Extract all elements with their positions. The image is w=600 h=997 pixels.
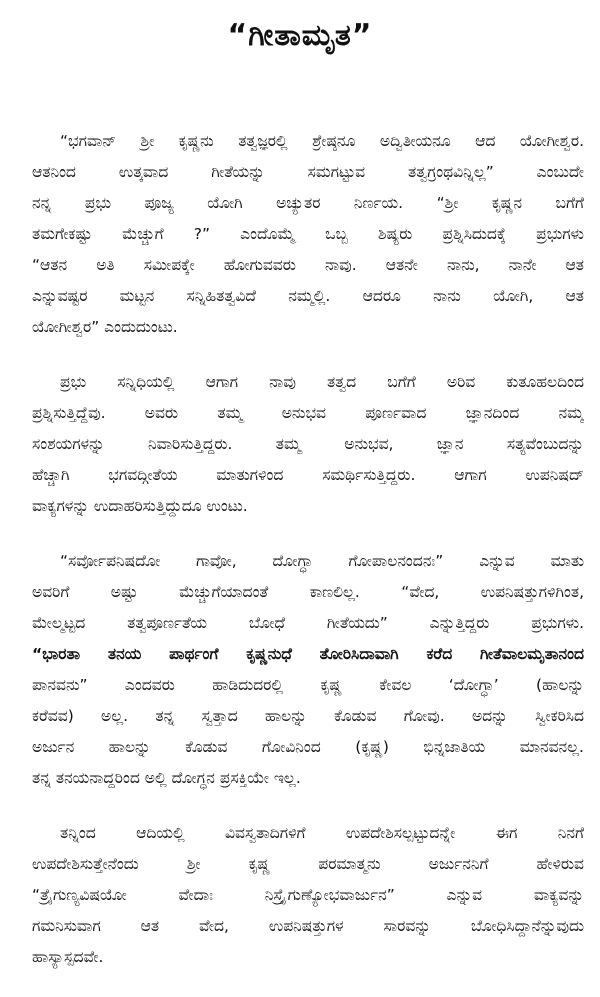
text-line: ಅವರಿಗೆ ಅಷ್ಟು ಮೆಚ್ಚುಗೆಯಾದಂತೆ ಕಾಣಲಿಲ್ಲ. “ವೇದ, ಉಪನಿಷತ್ತುಗಳಿಗಿಂತ, <box>32 583 584 601</box>
paragraph-2 <box>32 367 584 522</box>
text-line: ಕರೆವವ) ಅಲ್ಲ. ತನ್ನ ಸ್ವತ್ತಾದ ಹಾಲನ್ನು ಕೊಡುವ ಗೋವು. ಅದನ್ನು ಸ್ವೀಕರಿಸಿದ <box>32 707 584 725</box>
text-line: ಗಮನಿಸುವಾಗ ಆತ ವೇದ, ಉಪನಿಷತ್ತುಗಳ ಸಾರವನ್ನು ಬೋಧಿಸಿದ್ದಾನೆನ್ನುವುದು <box>32 917 584 935</box>
text-line: ಮೇಲ್ಮಟ್ಟದ ತತ್ವಪೂರ್ಣತೆಯ ಬೋಧೆ ಗೀತೆಯದು” ಎನ್ನುತ್ತಿದ್ದರು ಪ್ರಭುಗಳು. <box>32 614 584 632</box>
text-line: “ಆತನ ಅತಿ ಸಮೀಪಕ್ಕೇ ಹೋಗುವವರು ನಾವು. ಆತನೇ ನಾನು, ನಾನೇ ಆತ <box>32 256 584 274</box>
text-line: ಯೋಗೀಶ್ವರ” ಎಂದುದುಂಟು. <box>32 318 178 336</box>
text-line: ಪ್ರಶ್ನಿಸುತ್ತಿದ್ದೆವು. ಅವರು ತಮ್ಮ ಅನುಭವ ಪೂರ್ಣವಾದ ಜ್ಞಾನದಿಂದ ನಮ್ಮ <box>32 404 584 422</box>
text-line: ತನ್ನಿಂದ ಆದಿಯಲ್ಲಿ ವಿವಸ್ವತಾದಿಗಳಿಗೆ ಉಪದೇಶಿಸಲ್ಪಟ್ಟುದನ್ನೇ ಈಗ ನಿನಗೆ <box>60 824 584 842</box>
text-line: “ಭಾರತಾ ತನಯ ಪಾರ್ಥಂಗೆ ಕೃಷ್ಣನುಧೆ ತೋರಿಸಿದಾವಾಗಿ ಕರೆದ ಗೀತೆವಾಲಮೃತಾನಂದ <box>32 645 584 663</box>
text-line: ಹಾಸ್ಯಾಸ್ಪದವೇ. <box>32 948 104 966</box>
text-line: ನನ್ನ ಪ್ರಭು ಪೂಜ್ಯ ಯೋಗಿ ಅಚ್ಯುತರ ನಿರ್ಣಯ. “ಶ್ರೀ ಕೃಷ್ಣನ ಬಗೆಗೆ <box>32 194 584 212</box>
text-line: ಆತನಿಂದ ಉತ್ಕವಾದ ಗೀತೆಯನ್ನು ಸಮಗಟ್ಟುವ ತತ್ವಗ್ರಂಥವಿನ್ನಿಲ್ಲ” ಎಂಬುದೇ <box>32 163 584 181</box>
text-line: ತಮಗೇಕಷ್ಟು ಮೆಚ್ಚುಗೆ ?” ಎಂದೊಮ್ಮೆ ಒಬ್ಬ ಶಿಷ್ಯರು ಪ್ರಶ್ನಿಸಿದುದಕ್ಕೆ ಪ್ರಭುಗಳು <box>32 225 584 243</box>
text-line: ತನ್ನ ತನಯನಾದ್ದರಿಂದ ಅಲ್ಲಿ ದೋಗ್ಧನ ಪ್ರಸಕ್ತಿಯೇ ಇಲ್ಲ. <box>32 769 301 787</box>
text-line: ಪ್ರಭು ಸನ್ನಿಧಿಯಲ್ಲಿ ಆಗಾಗ ನಾವು ತತ್ವದ ಬಗೆಗೆ ಅರಿವ ಕುತೂಹಲದಿಂದ <box>60 373 584 391</box>
text-line: ಪಾನವನು” ಎಂದವರು ಹಾಡಿದುದರಲ್ಲಿ ಕೃಷ್ಣ ಕೇವಲ ‘ದೋಗ್ಧಾ’ (ಹಾಲನ್ನು <box>32 676 584 694</box>
page-title: “ಗೀತಾಮೃತ” <box>227 18 373 53</box>
paragraph-1 <box>32 126 584 343</box>
text-line: ಅರ್ಜುನ ಹಾಲನ್ನು ಕೊಡುವ ಗೋವಿನಿಂದ (ಕೃಷ್ಣ) ಭಿನ್ನಜಾತಿಯ ಮಾನವನಲ್ಲ. <box>32 738 584 756</box>
body-text <box>32 126 584 997</box>
text-line: “ತ್ರೈಗುಣ್ಯವಿಷಯೋ ವೇದಾಃ ನಿಸ್ತ್ರೈಗುಣ್ಯೋಭವಾರ್ಜುನ” ಎನ್ನುವ ವಾಕ್ಯವನ್ನು <box>32 886 584 904</box>
text-line: ವಾಕ್ಯಗಳನ್ನು ಉದಾಹರಿಸುತ್ತಿದ್ದುದೂ ಉಂಟು. <box>32 497 248 515</box>
text-line: “ಭಗವಾನ್ ಶ್ರೀ ಕೃಷ್ಣನು ತತ್ವಜ್ಞರಲ್ಲಿ ಶ್ರೇಷ್ಠನೂ ಅದ್ವಿತೀಯನೂ ಆದ ಯೋಗೀಶ್ವರ. <box>60 132 584 150</box>
paragraph-3 <box>32 546 584 794</box>
text-line: ಎನ್ನುವಷ್ಟರ ಮಟ್ಟನ ಸನ್ನಿಹಿತತ್ವವಿದೆ ನಮ್ಮಲ್ಲಿ. ಆದರೂ ನಾನು ಯೋಗಿ, ಆತ <box>32 287 584 305</box>
text-line: ಹೆಚ್ಚಾಗಿ ಭಗವದ್ಗೀತೆಯ ಮಾತುಗಳಿಂದ ಸಮರ್ಥಿಸುತ್ತಿದ್ದರು. ಆಗಾಗ ಉಪನಿಷದ್ <box>32 466 584 484</box>
paragraph-4 <box>32 818 584 973</box>
text-line: ಉಪದೇಶಿಸುತ್ತೇನೆಂದು ಶ್ರೀ ಕೃಷ್ಣ ಪರಮಾತ್ಮನು ಅರ್ಜುನನಿಗೆ ಹೇಳಿರುವ <box>32 855 584 873</box>
text-line: ಸಂಶಯಗಳನ್ನು ನಿವಾರಿಸುತ್ತಿದ್ದರು. ತಮ್ಮ ಅನುಭವ, ಜ್ಞಾನ ಸತ್ಯವೆಂಬುದನ್ನು <box>32 435 584 453</box>
text-line: “ಸರ್ವೋಪನಿಷದೋ ಗಾವೋ, ದೋಗ್ಧಾ ಗೋಪಾಲನಂದನಃ” ಎನ್ನುವ ಮಾತು <box>60 552 584 570</box>
